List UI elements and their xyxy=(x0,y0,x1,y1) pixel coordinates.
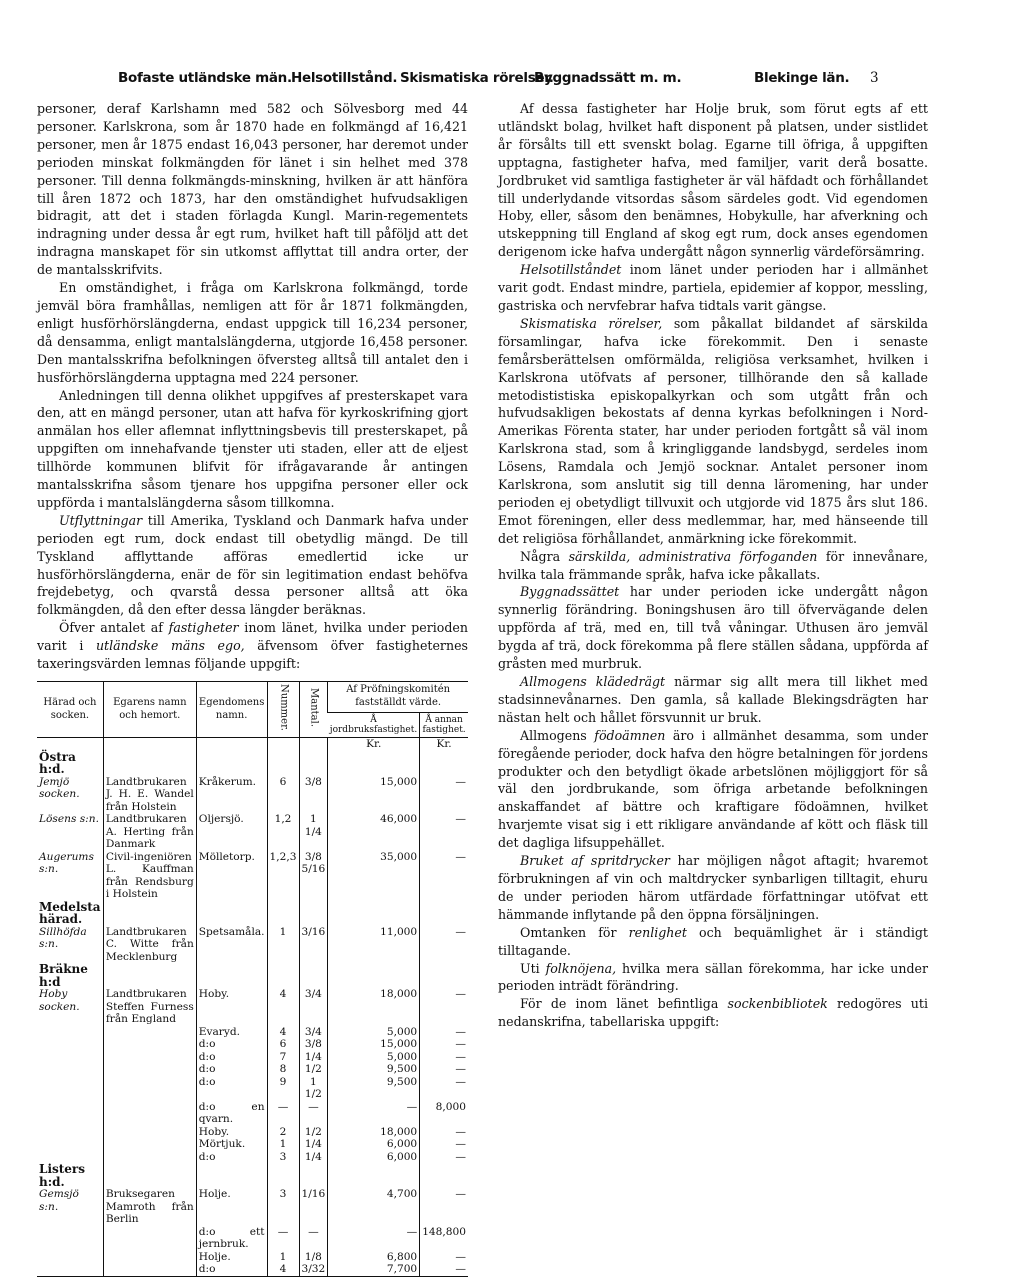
cell-egendom: d:o xyxy=(196,1051,267,1064)
cell-annan: — xyxy=(420,776,468,814)
paragraph xyxy=(498,548,928,584)
cell-egare: Landtbrukaren A. Herting från Danmark xyxy=(103,813,196,851)
cell-jord xyxy=(328,901,420,926)
cell-nummer: 1 xyxy=(267,1138,299,1151)
cell-harad xyxy=(37,1126,103,1139)
cell-jord: 35,000 xyxy=(328,851,420,901)
cell-egendom: d:o ett jernbruk. xyxy=(196,1226,267,1251)
cell-harad xyxy=(37,1251,103,1264)
unit-annan: Kr. xyxy=(420,738,468,751)
paragraph-text: och bequämlighet är i ständigt tilltagande. xyxy=(498,924,928,958)
cell-nummer: 4 xyxy=(267,988,299,1026)
paragraph xyxy=(498,261,928,315)
paragraph-text: Omtanken för xyxy=(520,924,629,940)
cell-egare: Landtbrukaren Steffen Furness från England xyxy=(103,988,196,1026)
header-nummer-text: Nummer. xyxy=(278,684,290,731)
table-row xyxy=(37,1251,468,1264)
cell-egare xyxy=(103,1126,196,1139)
cell-egendom xyxy=(196,751,267,776)
cell-egare xyxy=(103,1038,196,1051)
cell-nummer: 1,2,3 xyxy=(267,851,299,901)
paragraph-text: äro i allmänhet desamma, som under föregående perioder, dock hafva den högre betalningen för jordens produkter och den betydligt ökade arbetslönen möjliggjort för så väl den jordbrukande, som öfriga arbetande befolkningen anskaffandet af bättre och kraftigare födoämnen, hvilket hvarjemte visat sig i ett rikligare användande af kött och fläsk till det dagliga lifsuppehället. xyxy=(498,727,928,851)
cell-harad: Medelsta härad. xyxy=(39,899,101,927)
term: särskilda, administrativa förfoganden xyxy=(568,548,818,564)
paragraph xyxy=(37,619,468,673)
table-row xyxy=(37,1226,468,1251)
cell-jord: 7,700 xyxy=(328,1263,420,1276)
cell-annan: — xyxy=(420,1076,468,1101)
cell-jord: — xyxy=(328,1226,420,1251)
header-jord: Å jordbruksfastighet. xyxy=(328,712,420,738)
cell-annan: — xyxy=(420,813,468,851)
cell-egendom xyxy=(196,1163,267,1188)
unit-jord: Kr. xyxy=(328,738,420,751)
cell-mantal: 1/16 xyxy=(299,1188,328,1226)
header-section-1: Bofaste utländske män. xyxy=(118,70,292,86)
cell-mantal xyxy=(299,963,328,988)
table-row xyxy=(37,1038,468,1051)
paragraph xyxy=(498,924,928,960)
paragraph-text: Allmogens xyxy=(520,727,595,743)
running-header xyxy=(118,70,908,92)
cell-jord: 5,000 xyxy=(328,1026,420,1039)
cell-egendom: Evaryd. xyxy=(196,1026,267,1039)
cell-harad xyxy=(37,1051,103,1064)
paragraph-text: har under perioden icke undergått någon synnerlig förändring. Boningshusen äro till öfvervägande delen uppförda af trä, med en, till två våningar. Uthusen äro jemväl bygda af trä, dock förekomma på flere ställen sådana, uppförda af gråsten med murbruk. xyxy=(498,584,928,672)
paragraph: En omständighet, i fråga om Karlskrona folkmängd, torde jemväl böra framhållas, nemligen att för år 1871 folkmängden, enligt husförhörslängderna, endast uppgick till 16,234 personer, då densamma, enligt mantalslängderna, utgjorde 16,458 personer. Den mantalsskrifna befolkningen öfversteg alltså till antalet den i husförhörslängderna upptagna med 224 personer. xyxy=(37,280,468,385)
cell-annan: — xyxy=(420,1251,468,1264)
paragraph-text: har möjligen något aftagit; hvaremot förbrukningen af vin och maltdrycker synbarligen tilltagit, ehuru de under perioden härom utfärdade författningar utöfvat ett hämmande inflytande på den öppna försäljningen. xyxy=(498,853,928,922)
cell-harad xyxy=(37,1101,103,1126)
cell-annan: — xyxy=(420,1188,468,1226)
paragraph xyxy=(498,583,928,673)
cell-annan: — xyxy=(420,851,468,901)
left-column xyxy=(37,100,468,1277)
cell-harad xyxy=(37,1076,103,1101)
cell-jord: 18,000 xyxy=(328,988,420,1026)
cell-jord: 9,500 xyxy=(328,1063,420,1076)
paragraph-text: hvilka mera sällan förekomma, har icke under perioden inträdt förändring. xyxy=(498,960,928,994)
cell-annan xyxy=(420,751,468,776)
cell-egendom: Hoby. xyxy=(196,1126,267,1139)
cell-egare: Civil-ingeniören L. Kauffman från Rendsburg i Holstein xyxy=(103,851,196,901)
cell-nummer: 3 xyxy=(267,1151,299,1164)
cell-nummer: 6 xyxy=(267,776,299,814)
cell-mantal: 1 1/2 xyxy=(299,1076,328,1101)
cell-annan: — xyxy=(420,1263,468,1276)
cell-egendom xyxy=(196,963,267,988)
cell-jord: 9,500 xyxy=(328,1076,420,1101)
table-body xyxy=(37,738,468,1277)
cell-annan: — xyxy=(420,1038,468,1051)
cell-annan: — xyxy=(420,1151,468,1164)
cell-jord: 15,000 xyxy=(328,1038,420,1051)
table-row xyxy=(37,1063,468,1076)
term: Bruket af spritdrycker xyxy=(520,853,670,869)
cell-egendom: d:o xyxy=(196,1076,267,1101)
paragraph-text: Några xyxy=(520,548,569,564)
cell-nummer xyxy=(267,1163,299,1188)
cell-harad: Augerums s:n. xyxy=(39,850,94,876)
paragraph xyxy=(498,727,928,852)
cell-annan: — xyxy=(420,1051,468,1064)
paragraph xyxy=(498,960,928,996)
cell-mantal: 3/8 xyxy=(299,1038,328,1051)
cell-egendom: Holje. xyxy=(196,1188,267,1226)
right-column xyxy=(498,100,928,1031)
cell-jord: 46,000 xyxy=(328,813,420,851)
cell-mantal: 3/4 xyxy=(299,988,328,1026)
cell-egendom: d:o xyxy=(196,1151,267,1164)
term: födoämnen xyxy=(594,727,666,743)
cell-annan: — xyxy=(420,926,468,964)
cell-harad xyxy=(37,1026,103,1039)
cell-annan: — xyxy=(420,988,468,1026)
table-row xyxy=(37,926,468,964)
paragraph-text: Uti xyxy=(520,960,546,976)
paragraph-text: redogöres uti nedanskrifna, tabellariska uppgift: xyxy=(498,996,929,1030)
cell-jord: 5,000 xyxy=(328,1051,420,1064)
cell-annan: — xyxy=(420,1138,468,1151)
cell-egendom: d:o xyxy=(196,1038,267,1051)
cell-egare xyxy=(103,1151,196,1164)
cell-harad xyxy=(37,1263,103,1276)
cell-harad xyxy=(37,1038,103,1051)
term: Utflyttningar xyxy=(59,512,143,528)
table-row xyxy=(37,1101,468,1126)
cell-jord: 4,700 xyxy=(328,1188,420,1226)
paragraph xyxy=(498,995,928,1031)
cell-harad xyxy=(37,1226,103,1251)
table-row xyxy=(37,1188,468,1226)
term: Skismatiska rörelser, xyxy=(520,315,663,331)
cell-mantal: 1/8 xyxy=(299,1251,328,1264)
cell-jord: — xyxy=(328,1101,420,1126)
term: Byggnadssättet xyxy=(520,584,620,600)
property-table xyxy=(37,681,468,1277)
cell-nummer: 4 xyxy=(267,1263,299,1276)
cell-mantal: 3/8 xyxy=(299,776,328,814)
cell-annan: — xyxy=(420,1063,468,1076)
cell-egare xyxy=(103,1101,196,1126)
cell-harad xyxy=(37,1063,103,1076)
cell-egendom: Holje. xyxy=(196,1251,267,1264)
cell-nummer: 1 xyxy=(267,1251,299,1264)
table-row xyxy=(37,813,468,851)
cell-mantal: 1/2 xyxy=(299,1063,328,1076)
cell-mantal: 1/2 xyxy=(299,1126,328,1139)
cell-mantal: 1/4 xyxy=(299,1151,328,1164)
cell-nummer: 3 xyxy=(267,1188,299,1226)
cell-mantal: 1 1/4 xyxy=(299,813,328,851)
paragraph-text: till Amerika, Tyskland och Danmark hafva under perioden egt rum, dock endast till obetydlig mängd. De till Tyskland afflyttande afföras emedlertid icke ur husförhörslängderna, enär de för sin legitimation endast behöfva frejdebetyg, och qvarstå dessa personer alltså att öka folkmängden, då den efter dessa längder beräknas. xyxy=(37,512,468,618)
cell-harad: Sillhöfda s:n. xyxy=(39,925,87,951)
cell-nummer xyxy=(267,963,299,988)
cell-nummer xyxy=(267,751,299,776)
cell-egendom: d:o xyxy=(196,1263,267,1276)
cell-mantal: 3/32 xyxy=(299,1263,328,1276)
header-pref-group: Af Pröfningskomitén fastställdt värde. xyxy=(328,682,468,713)
table-row xyxy=(37,751,468,776)
term: utländske mäns ego, xyxy=(95,638,245,654)
cell-egare: Bruksegaren Mamroth från Berlin xyxy=(103,1188,196,1226)
paragraph-text: för innevånare, hvilka tala främmande språk, hafva icke påkallats. xyxy=(498,548,928,582)
header-egendom: Egendomens namn. xyxy=(196,682,267,738)
cell-egare xyxy=(103,901,196,926)
cell-jord: 6,800 xyxy=(328,1251,420,1264)
cell-harad: Bräkne h:d xyxy=(39,962,88,989)
paragraph xyxy=(498,315,928,548)
cell-egendom: Hoby. xyxy=(196,988,267,1026)
cell-mantal: 3/8 5/16 xyxy=(299,851,328,901)
term: Allmogens klädedrägt xyxy=(520,674,666,689)
cell-harad xyxy=(37,1138,103,1151)
paragraph-text: äfvensom öfver fastigheternes taxeringsvärden lemnas följande uppgift: xyxy=(37,638,468,672)
cell-egendom xyxy=(196,901,267,926)
cell-jord: 15,000 xyxy=(328,776,420,814)
cell-egare: Landtbrukaren J. H. E. Wandel från Holstein xyxy=(103,776,196,814)
table-row xyxy=(37,1151,468,1164)
term: renlighet xyxy=(628,924,687,940)
cell-egare: Landtbrukaren C. Witte från Mecklenburg xyxy=(103,926,196,964)
cell-annan: — xyxy=(420,1126,468,1139)
cell-mantal: — xyxy=(299,1101,328,1126)
cell-egare xyxy=(103,1251,196,1264)
cell-annan: 8,000 xyxy=(420,1101,468,1126)
cell-annan xyxy=(420,901,468,926)
cell-nummer: 1,2 xyxy=(267,813,299,851)
cell-egare xyxy=(103,1263,196,1276)
cell-jord xyxy=(328,751,420,776)
cell-nummer: 9 xyxy=(267,1076,299,1101)
table-row xyxy=(37,963,468,988)
cell-egendom: Oljersjö. xyxy=(196,813,267,851)
cell-jord xyxy=(328,963,420,988)
cell-mantal: — xyxy=(299,1226,328,1251)
cell-nummer: 8 xyxy=(267,1063,299,1076)
paragraph-text: inom länet, hvilka under perioden varit i xyxy=(37,620,468,654)
header-mantal xyxy=(299,682,328,738)
cell-nummer: 6 xyxy=(267,1038,299,1051)
header-section-3: Skismatiska rörelser. xyxy=(400,70,554,86)
paragraph-text: Af dessa fastigheter har Holje bruk, som förut egts af ett utländskt bolag, hvilket haft disponent på platsen, under sistlidet år försålts till ett svenskt bolag. Egarne till öfriga, å uppgiften upptagna, fastigheter hafva, med familjer, varit derå bosatte. Jordbruket vid samtliga fastigheter är väl häfdadt och förhållandet till underlydande vitsordas såsom särdeles godt. Vid egendomen Hoby, eller, såsom den benämnes, Hobykulle, har afverkning och utskeppning till England af skog egt rum, dock anses egendomen derigenom icke hafva undergått någon synnerlig värdeförsämring. xyxy=(498,101,928,260)
term: Helsotillståndet xyxy=(520,262,622,278)
header-section-4: Byggnadssätt m. m. xyxy=(534,70,682,86)
paragraph xyxy=(498,673,928,727)
table-row xyxy=(37,776,468,814)
term: fastigheter xyxy=(168,620,239,636)
cell-egendom: Mölletorp. xyxy=(196,851,267,901)
cell-nummer: 1 xyxy=(267,926,299,964)
header-harad: Härad och socken. xyxy=(37,682,103,738)
cell-annan xyxy=(420,1163,468,1188)
cell-egare xyxy=(103,1063,196,1076)
cell-mantal xyxy=(299,751,328,776)
table-row xyxy=(37,988,468,1026)
cell-mantal: 3/4 xyxy=(299,1026,328,1039)
paragraph: personer, deraf Karlshamn med 582 och Sölvesborg med 44 personer. Karlskrona, som år 1870 hade en folkmängd af 16,421 personer, men år 1875 endast 16,043 personer, har deremot under perioden minskat folkmängden för länet i sin helhet med 378 personer. Till denna folkmängds-minskning, hvilken är att hänföra till åren 1872 och 1873, har den omständighet hufvudsakligen bidragit, att det i staden förlagda Kungl. Marin-regementets indragning under dessa år egt rum, hvilket haft till påföljd att det indragna manskapet för sin utkomst afflyttat till andra orter, der de mantalsskrifvits. xyxy=(37,101,468,278)
table-row xyxy=(37,1263,468,1276)
table-row xyxy=(37,1051,468,1064)
paragraph-text: Öfver antalet af xyxy=(59,620,169,636)
cell-egendom: Mörtjuk. xyxy=(196,1138,267,1151)
header-annan: Å annan fastighet. xyxy=(420,712,468,738)
paragraph-text: närmar sig allt mera till likhet med stadsinnevånarnes. Den gamla, så kallade Blekingsdrägten har nästan helt och hållet försvunnit ur bruk. xyxy=(498,674,928,725)
paragraph-text: För de inom länet befintliga xyxy=(520,996,728,1012)
table-row xyxy=(37,851,468,901)
cell-egendom: Kråkerum. xyxy=(196,776,267,814)
cell-harad: Listers h:d. xyxy=(39,1162,86,1189)
cell-jord: 18,000 xyxy=(328,1126,420,1139)
cell-egare xyxy=(103,751,196,776)
cell-harad: Östra h:d. xyxy=(39,749,76,777)
cell-harad: Jemjö socken. xyxy=(39,775,80,801)
cell-egare xyxy=(103,1026,196,1039)
header-nummer xyxy=(267,682,299,738)
paragraph xyxy=(37,512,468,619)
cell-egare xyxy=(103,1226,196,1251)
cell-egendom: d:o en qvarn. xyxy=(196,1101,267,1126)
cell-harad: Hoby socken. xyxy=(39,988,80,1013)
header-mantal-text: Mantal. xyxy=(308,687,320,727)
cell-mantal: 3/16 xyxy=(299,926,328,964)
cell-egare xyxy=(103,1163,196,1188)
table-row xyxy=(37,1163,468,1188)
paragraph-text: inom länet under perioden har i allmänhet varit godt. Endast mindre, partiela, epidemier af koppor, messling, gastriska och nervfebrar hafva tidtals varit gängse. xyxy=(498,262,928,313)
table-row xyxy=(37,1026,468,1039)
paragraph: Anledningen till denna olikhet uppgifves af presterskapet vara den, att en mängd personer, utan att hafva för kyrkoskrifning gjort anmälan hos eller aflemnat inflyttningsbevis till presterskapet, på uppgiften om innehafvande tjenster uti staden, eller att de eljest tillhörde kommunen blifvit för ifrågavarande år antingen mantalsskrifna såsom tjenare hos uppgifna personer eller ock uppförda i mantalslängderna såsom tillkomna. xyxy=(37,387,468,510)
paragraph xyxy=(498,100,928,261)
cell-annan xyxy=(420,963,468,988)
cell-egendom: d:o xyxy=(196,1063,267,1076)
cell-nummer: 2 xyxy=(267,1126,299,1139)
cell-nummer: 7 xyxy=(267,1051,299,1064)
cell-nummer: — xyxy=(267,1101,299,1126)
table-row xyxy=(37,1076,468,1101)
term: folknöjena, xyxy=(545,960,617,976)
header-egare: Egarens namn och hemort. xyxy=(103,682,196,738)
paragraph xyxy=(498,852,928,924)
table-row xyxy=(37,1138,468,1151)
cell-nummer: — xyxy=(267,1226,299,1251)
cell-nummer: 4 xyxy=(267,1026,299,1039)
cell-mantal: 1/4 xyxy=(299,1051,328,1064)
cell-egendom: Spetsamåla. xyxy=(196,926,267,964)
cell-jord: 6,000 xyxy=(328,1151,420,1164)
table-row xyxy=(37,1126,468,1139)
header-section-5: Blekinge län. xyxy=(754,70,850,86)
table-row xyxy=(37,901,468,926)
cell-egare xyxy=(103,963,196,988)
cell-jord: 6,000 xyxy=(328,1138,420,1151)
cell-harad: Lösens s:n. xyxy=(39,813,99,826)
cell-mantal xyxy=(299,1163,328,1188)
cell-egare xyxy=(103,1076,196,1101)
cell-egare xyxy=(103,1051,196,1064)
cell-annan: 148,800 xyxy=(420,1226,468,1251)
cell-jord: 11,000 xyxy=(328,926,420,964)
cell-harad: Gemsjö s:n. xyxy=(39,1188,79,1213)
cell-egare xyxy=(103,1138,196,1151)
paragraph-text: som påkallat bildandet af särskilda församlingar, hafva icke förekommit. Den i senaste femårsberättelsen omförmälda, religiösa verksamhet, hvilken i Karlskrona utöfvats af personer, tillhörande den så kallade metodististiska episkopalkyrkan och som utgått från och hufvudsakligen bekostats af denna kyrkas befolkningen i Nord-Amerikas Förenta stater, har under perioden fortgått så väl inom Karlskrona stad, som å kringliggande landsbygd, serdeles inom Lösens, Ramdala och Jemjö socknar. Antalet personer inom Karlskrona, som anslutit sig till denna läromening, har under perioden ej obetydligt tillvuxit och utgjorde vid 1875 års slut 186. Emot föreningen, eller dess medlemmar, har, med hänseende till det religiösa förhållandet, anmärkning icke förekommit. xyxy=(498,315,928,546)
term: sockenbibliotek xyxy=(727,996,828,1012)
cell-annan: — xyxy=(420,1026,468,1039)
cell-nummer xyxy=(267,901,299,926)
cell-mantal xyxy=(299,901,328,926)
header-section-2: Helsotillstånd. xyxy=(291,70,398,86)
page-number: 3 xyxy=(870,70,879,86)
cell-jord xyxy=(328,1163,420,1188)
cell-mantal: 1/4 xyxy=(299,1138,328,1151)
